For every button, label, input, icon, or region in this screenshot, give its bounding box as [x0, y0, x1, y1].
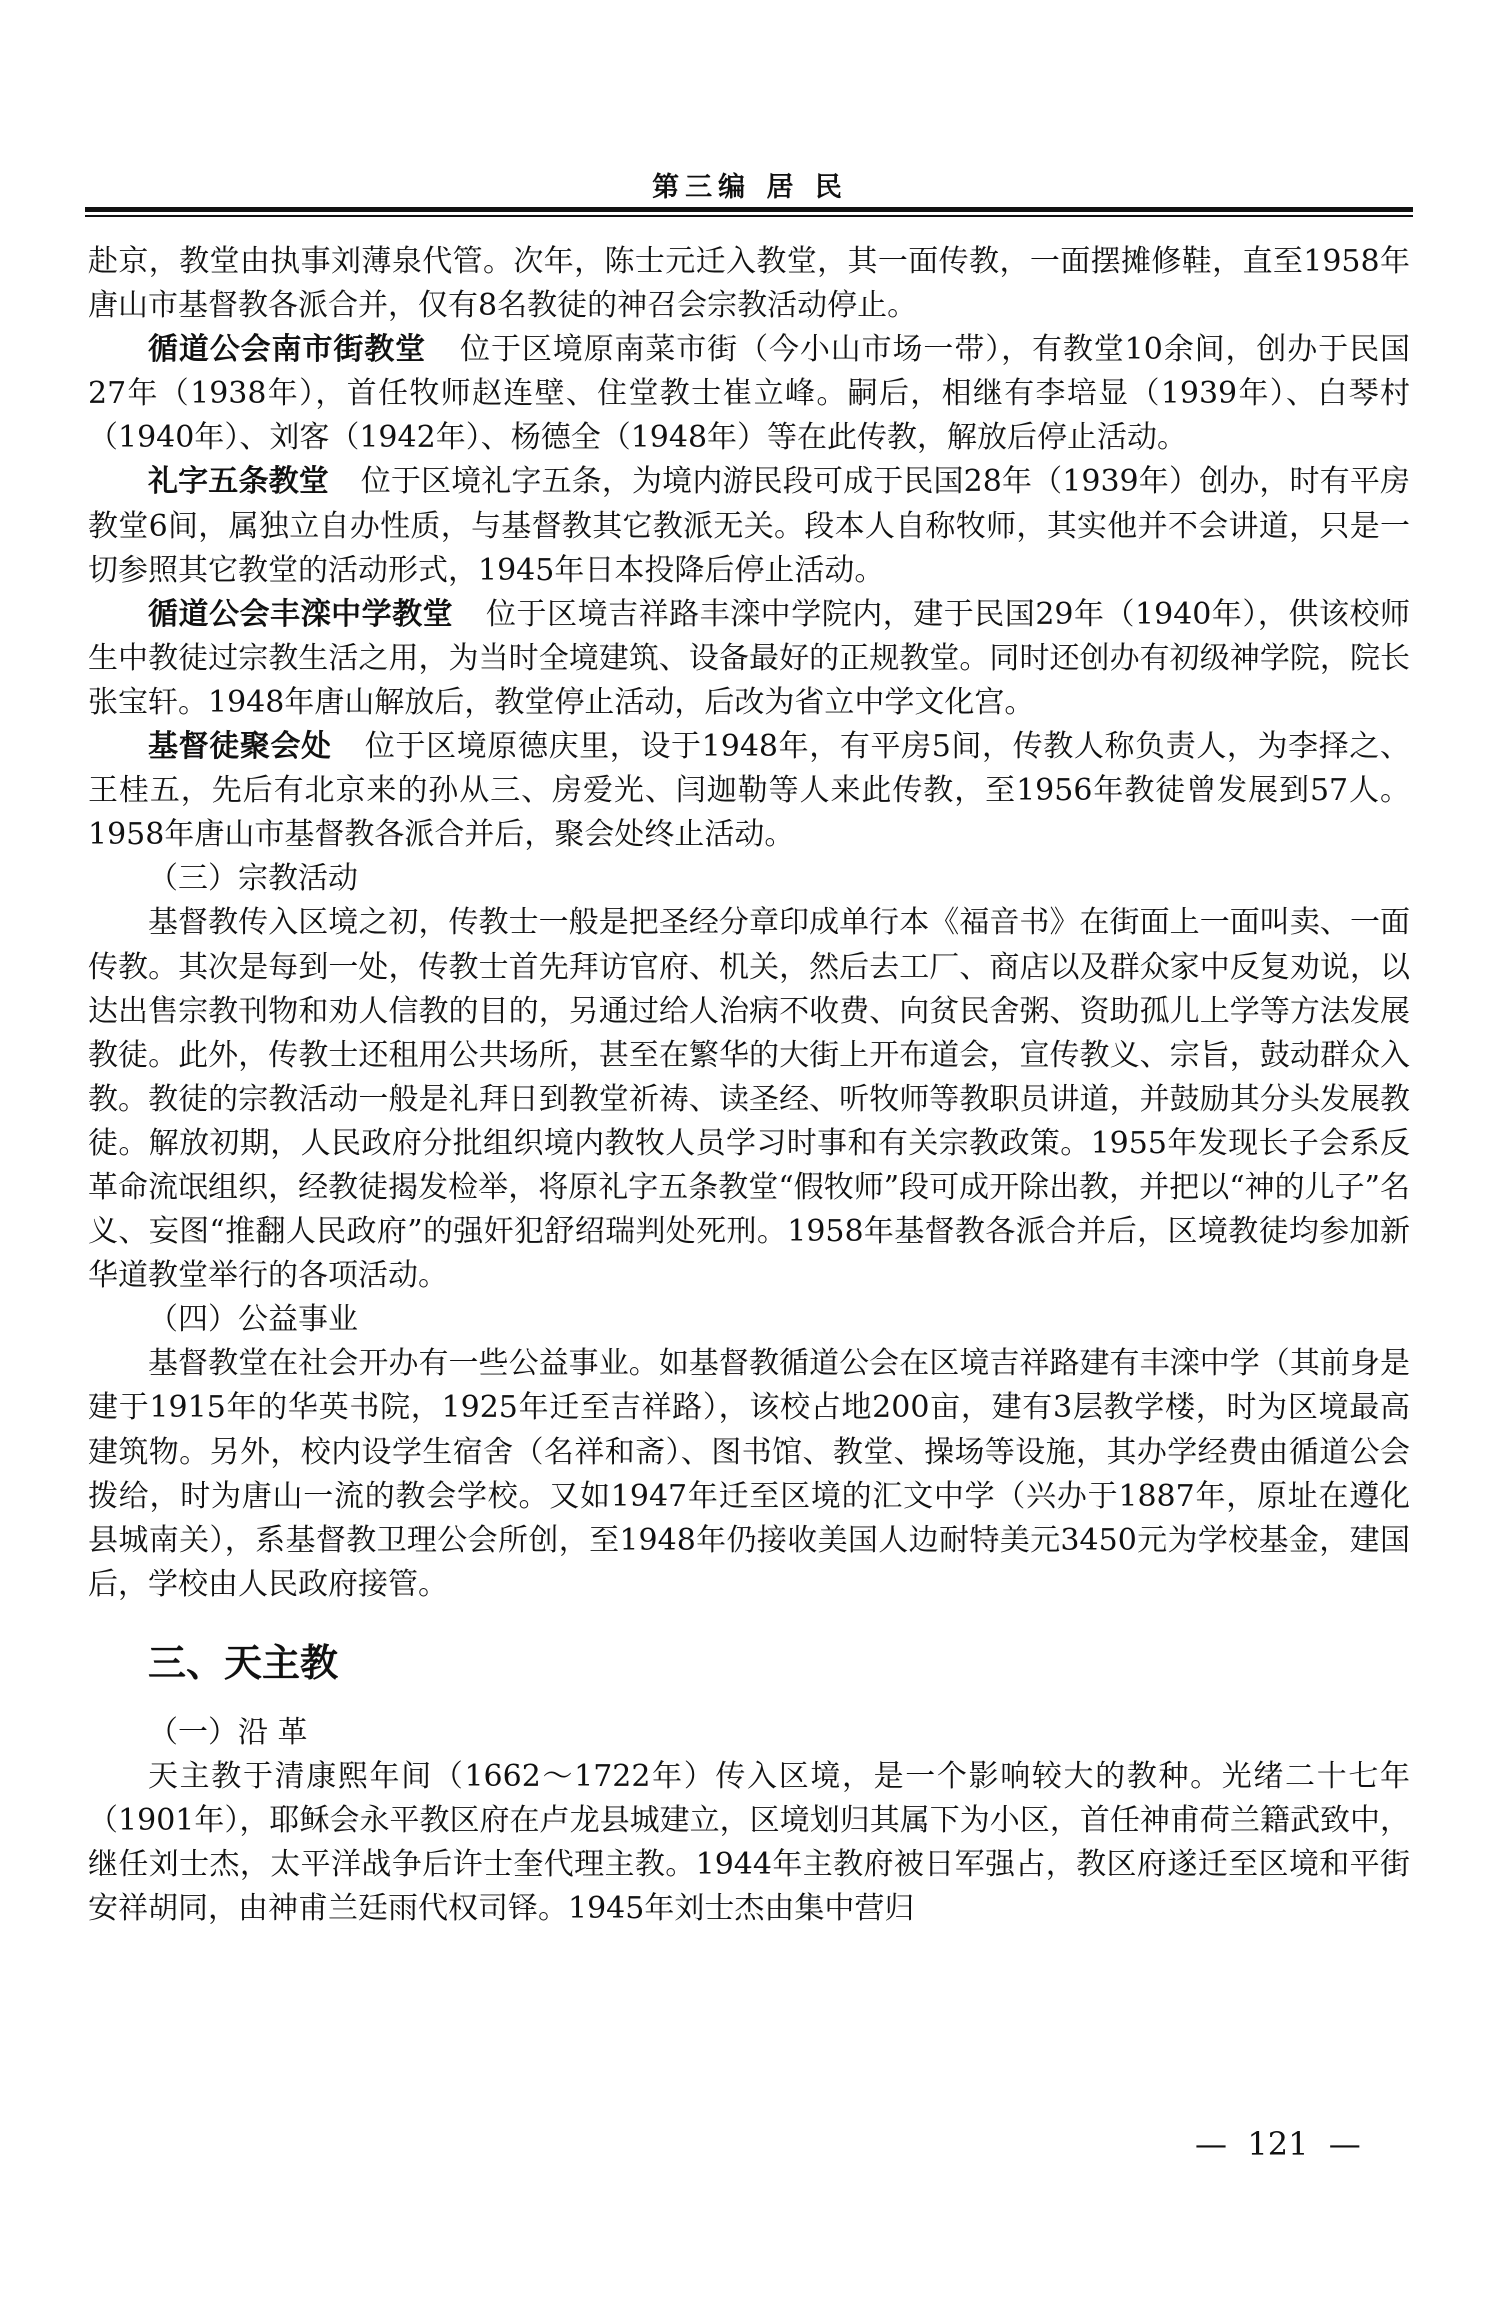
paragraph-religious-activities: 基督教传入区境之初，传教士一般是把圣经分章印成单行本《福音书》在街面上一面叫卖、一面传教。其次是每到一处，传教士首先拜访官府、机关，然后去工厂、商店以及群众家中反复劝说，以达出售宗教刊物和劝人信教的目的，另通过给人治病不收费、向贫民舍粥、资助孤儿上学等方法发展教徒。此外，传教士还租用公共场所，甚至在繁华的大街上开布道会，宣传教义、宗旨，鼓动群众入教。教徒的宗教活动一般是礼拜日到教堂祈祷、读圣经、听牧师等教职员讲道，并鼓励其分头发展教徒。解放初期，人民政府分批组织境内教牧人员学习时事和有关宗教政策。1955年发现长子会系反革命流氓组织，经教徒揭发检举，将原礼字五条教堂“假牧师”段可成开除出教，并把以“神的儿子”名义、妄图“推翻人民政府”的强奸犯舒绍瑞判处死刑。1958年基督教各派合并后，区境教徒均参加新华道教堂举行的各项活动。	[88, 905, 1410, 1294]
entry-fengluan-school-church	[88, 593, 1410, 725]
subheading-religious-activities: （三）宗教活动	[148, 861, 358, 897]
header-rule-thin	[85, 215, 1413, 217]
header-rule	[85, 207, 1413, 212]
entry-text: 位于区境吉祥路丰滦中学院内，建于民国29年（1940年），供该校师生中教徒过宗教生活之用，为当时全境建筑、设备最好的正规教堂。同时还创办有初级神学院，院长张宝轩。1948年唐山解放后，教堂停止活动，后改为省立中学文化宫。	[88, 596, 1410, 720]
entry-text: 位于区境礼字五条，为境内游民段可成于民国28年（1939年）创办，时有平房教堂6间，属独立自办性质，与基督教其它教派无关。段本人自称牧师，其实他并不会讲道，只是一切参照其它教堂的活动形式，1945年日本投降后停止活动。	[88, 464, 1410, 588]
body-text	[88, 240, 1410, 1931]
subheading-public-welfare: （四）公益事业	[148, 1302, 358, 1338]
section-heading-catholicism: 三、天主教	[148, 1640, 339, 1685]
entry-christian-assembly	[88, 725, 1410, 857]
running-header: 第三编 居 民	[652, 172, 848, 203]
subheading-history: （一）沿 革	[148, 1714, 308, 1750]
entry-term: 基督徒聚会处	[148, 729, 332, 765]
paragraph-catholic-history: 天主教于清康熙年间（1662～1722年）传入区境，是一个影响较大的教种。光绪二十七年（1901年），耶稣会永平教区府在卢龙县城建立，区境划归其属下为小区，首任神甫荷兰籍武致中，继任刘士杰，太平洋战争后许士奎代理主教。1944年主教府被日军强占，教区府遂迁至区境和平街安祥胡同，由神甫兰廷雨代权司铎。1945年刘士杰由集中营归	[88, 1759, 1410, 1927]
entry-term: 循道公会丰滦中学教堂	[148, 596, 454, 632]
paragraph-public-welfare: 基督教堂在社会开办有一些公益事业。如基督教循道公会在区境吉祥路建有丰滦中学（其前身是建于1915年的华英书院，1925年迁至吉祥路），该校占地200亩，建有3层教学楼，时为区境最高建筑物。另外，校内设学生宿舍（名祥和斋）、图书馆、教堂、操场等设施，其办学经费由循道公会拨给，时为唐山一流的教会学校。又如1947年迁至区境的汇文中学（兴办于1887年，原址在遵化县城南关），系基督教卫理公会所创，至1948年仍接收美国人边耐特美元3450元为学校基金，建国后，学校由人民政府接管。	[88, 1346, 1410, 1602]
entry-lizi-wutiao-church	[88, 460, 1410, 592]
entry-text: 位于区境原南菜市街（今小山市场一带），有教堂10余间，创办于民国27年（1938年），首任牧师赵连壁、住堂教士崔立峰。嗣后，相继有李培显（1939年）、白琴村（1940年）、刘客（1942年）、杨德全（1948年）等在此传教，解放后停止活动。	[88, 332, 1410, 456]
entry-term: 循道公会南市街教堂	[148, 332, 427, 368]
entry-term: 礼字五条教堂	[148, 464, 329, 500]
page-number: — 121 —	[1195, 2125, 1361, 2163]
paragraph-continuation: 赴京，教堂由执事刘薄泉代管。次年，陈士元迁入教堂，其一面传教，一面摆摊修鞋，直至1958年唐山市基督教各派合并，仅有8名教徒的神召会宗教活动停止。	[88, 244, 1410, 324]
entry-nanshi-street-church	[88, 328, 1410, 460]
entry-text: 位于区境原德庆里，设于1948年，有平房5间，传教人称负责人，为李择之、王桂五，先后有北京来的孙从三、房爱光、闫迦勒等人来此传教，至1956年教徒曾发展到57人。1958年唐山市基督教各派合并后，聚会处终止活动。	[88, 729, 1411, 853]
